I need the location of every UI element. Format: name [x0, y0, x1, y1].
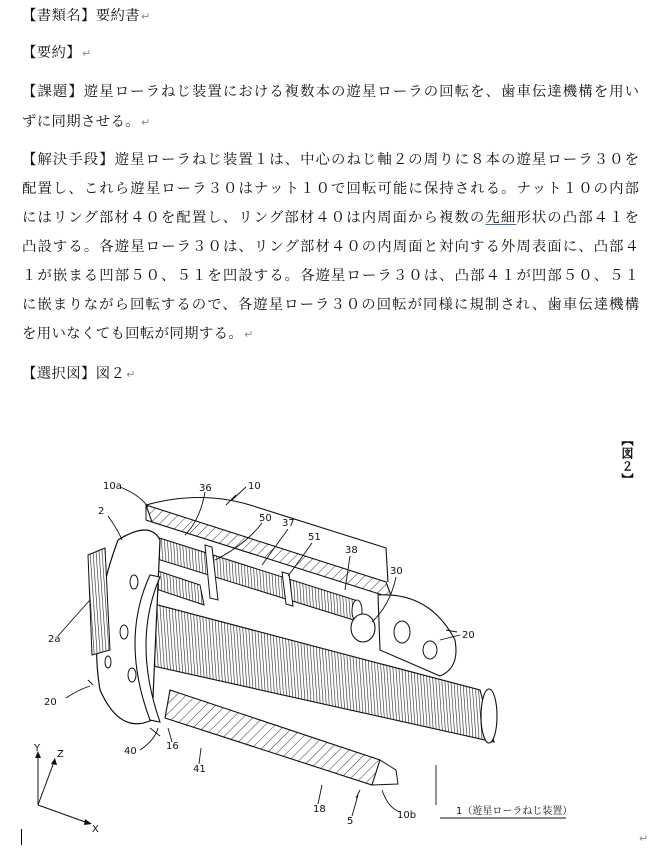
- axis-indicator: [33, 743, 99, 835]
- label-50: 50: [259, 513, 272, 524]
- label-20-left: 20: [44, 697, 57, 708]
- label-10: 10: [248, 481, 261, 492]
- solution-line-5: １が嵌まる凹部５０、５１を凹設する。各遊星ローラ３０は、凸部４１が凹部５０、５１: [22, 268, 639, 284]
- label-10a: 10a: [103, 481, 122, 492]
- figure-side-label: 【図２】: [620, 434, 634, 486]
- paragraph-mark: ↵: [81, 47, 92, 60]
- label-30: 30: [390, 566, 403, 577]
- solution-line-4: 凸設する。各遊星ローラ３０は、リング部材４０の内周面と対向する外周表面に、凸部４: [22, 239, 639, 255]
- label-20-right: 20: [462, 630, 475, 641]
- label-10b: 10b: [397, 810, 417, 821]
- paragraph-mark: ↵: [244, 328, 254, 341]
- axis-z-label: Z: [57, 749, 64, 760]
- label-2: 2: [98, 506, 105, 517]
- document-title: 【書類名】要約書: [22, 8, 140, 24]
- axis-y-label: Y: [34, 743, 41, 754]
- figure-caption: 1（遊星ローラねじ装置）: [456, 806, 573, 817]
- label-40: 40: [124, 746, 137, 757]
- solution-line-2: 配置し、これら遊星ローラ３０はナット１０で回転可能に保持される。ナット１０の内部: [22, 181, 639, 197]
- solution-line-3: にはリング部材４０を配置し、リング部材４０は内周面から複数の先細形状の凸部４１を: [22, 210, 639, 226]
- problem-line-2: ずに同期させる。↵: [22, 114, 151, 130]
- text-cursor: [21, 829, 22, 845]
- label-5: 5: [347, 816, 354, 827]
- solution-line-1: 【解決手段】遊星ローラねじ装置１は、中心のねじ軸２の周りに８本の遊星ローラ３０を: [22, 152, 639, 168]
- problem-line-1: 【課題】遊星ローラねじ装置における複数本の遊星ローラの回転を、歯車伝達機構を用い: [22, 84, 639, 100]
- paragraph-mark: ↵: [126, 368, 136, 381]
- paragraph-mark: ↵: [140, 10, 151, 23]
- paragraph-mark-end: ↵: [639, 832, 649, 845]
- label-41: 41: [193, 764, 206, 775]
- label-37: 37: [282, 518, 295, 529]
- summary-heading: 【要約】: [22, 45, 81, 61]
- label-51: 51: [308, 532, 321, 543]
- roller-end-30: [351, 614, 375, 642]
- solution-line-7: を用いなくても回転が同期する。↵: [22, 326, 254, 342]
- label-2a: 2a: [48, 634, 61, 645]
- label-16: 16: [166, 741, 179, 752]
- axis-x-label: X: [92, 824, 99, 835]
- end-plate-right: [378, 595, 456, 676]
- label-18: 18: [313, 804, 326, 815]
- solution-line-6: に嵌まりながら回転するので、各遊星ローラ３０の回転が同様に規制され、歯車伝達機構: [22, 297, 639, 313]
- label-36: 36: [199, 483, 212, 494]
- label-38: 38: [345, 545, 358, 556]
- spellcheck-underlined-word: 先細: [485, 210, 517, 226]
- selected-figure-line: 【選択図】図２↵: [22, 366, 136, 382]
- paragraph-mark: ↵: [140, 116, 151, 129]
